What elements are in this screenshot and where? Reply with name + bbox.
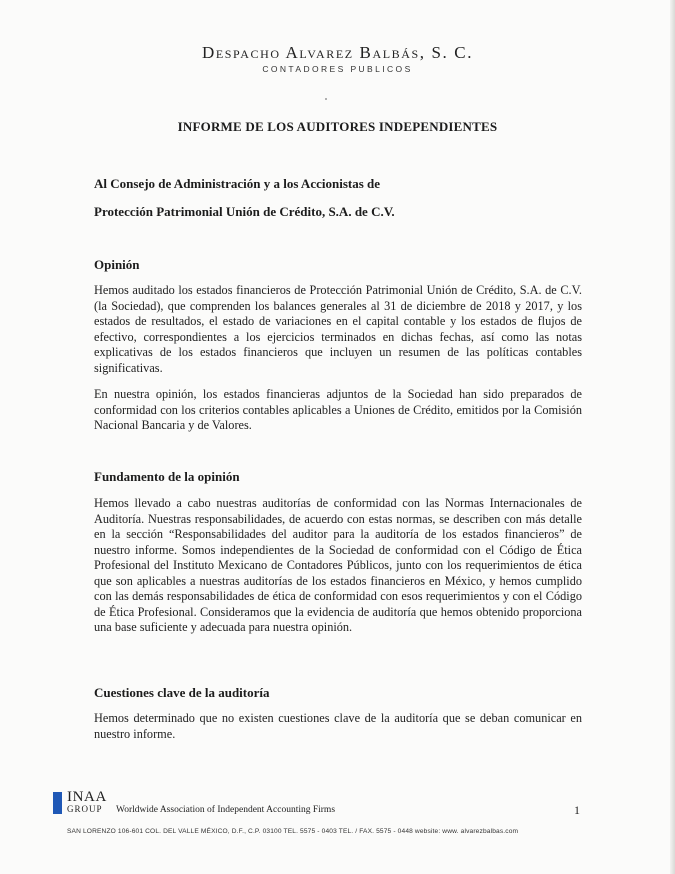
section-heading-opinion: Opinión xyxy=(94,257,140,272)
firm-name: Despacho Alvarez Balbás, S. C. xyxy=(201,43,474,62)
firm-subtitle: CONTADORES PUBLICOS xyxy=(262,64,413,74)
opinion-paragraph-2: En nuestra opinión, los estados financieras adjuntos de la Sociedad han sido preparados de conformidad con los criterios contables aplicables a Uniones de Crédito, emitidos por la Comisión Nacional Bancaria y de Valores. xyxy=(94,387,582,432)
report-title: INFORME DE LOS AUDITORES INDEPENDIENTES xyxy=(177,119,498,134)
logo-text: INAA xyxy=(67,789,107,805)
section-heading-key-audit-matters: Cuestiones clave de la auditoría xyxy=(94,685,270,700)
firm-address: SAN LORENZO 106-601 COL. DEL VALLE MÉXICO, D.F., C.P. 03100 TEL. 5575 - 0403 TEL. / FAX. 5575 - 0448 website: www. alvarezbalbas.com xyxy=(67,828,519,835)
logo-bar-icon xyxy=(53,792,62,814)
key-audit-matters-paragraph: Hemos determinado que no existen cuestiones clave de la auditoría que se deban comunicar en nuestro informe. xyxy=(94,711,582,741)
addressee-line-2: Protección Patrimonial Unión de Crédito, S.A. de C.V. xyxy=(94,204,395,219)
scan-speck xyxy=(325,98,327,100)
basis-paragraph: Hemos llevado a cabo nuestras auditorías de conformidad con las Normas Internacionales de Auditoría. Nuestras responsabilidades, de acuerdo con estas normas, se describen con más detalle en la sección “Responsabilidades del auditor para la auditoría de los estados financieros” de nuestro informe. Somos independientes de la Sociedad de conformidad con el Código de Ética Profesional del Instituto Mexicano de Contadores Públicos, junto con los requerimientos de ética que son aplicables a nuestras auditorías de los estados financieros en México, y hemos cumplido con las demás responsabilidades de ética de conformidad con esos requerimientos y con el Código de Ética Profesional. Consideramos que la evidencia de auditoría que hemos obtenido proporciona una base suficiente y adecuada para nuestra opinión. xyxy=(94,496,582,634)
logo-subtext: GROUP xyxy=(67,804,103,814)
section-heading-basis: Fundamento de la opinión xyxy=(94,469,240,484)
page-number: 1 xyxy=(574,803,580,817)
opinion-paragraph-1: Hemos auditado los estados financieros de Protección Patrimonial Unión de Crédito, S.A. de C.V. (la Sociedad), que comprenden los balances generales al 31 de diciembre de 2018 y 2017, y los estados de resultados, el estado de variaciones en el capital contable y los estados de flujos de efectivo, correspondientes a los ejercicios terminados en dichas fechas, así como las notas explicativas de los estados financieros que incluyen un resumen de las políticas contables significativas. xyxy=(94,283,582,375)
association-text: Worldwide Association of Independent Accounting Firms xyxy=(116,805,336,815)
addressee-line-1: Al Consejo de Administración y a los Accionistas de xyxy=(94,176,381,191)
